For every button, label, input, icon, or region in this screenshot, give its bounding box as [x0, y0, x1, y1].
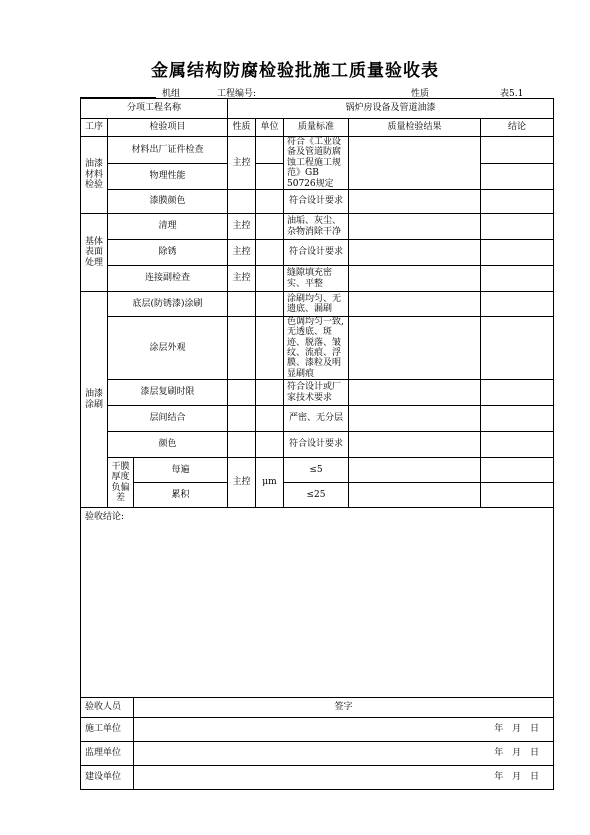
standard-cell: 符合设计要求	[284, 432, 349, 458]
unit-cell	[256, 266, 284, 292]
table-row	[81, 240, 554, 266]
item-cell: 层间结合	[108, 406, 228, 432]
table-row	[81, 380, 554, 406]
item-cell: 漆膜颜色	[108, 190, 228, 214]
subgroup-film-thickness: 干膜厚度负偏差	[108, 458, 134, 508]
result-cell[interactable]	[349, 292, 481, 317]
nature-cell: 主控	[228, 240, 256, 266]
owner-unit-label: 建设单位	[81, 766, 134, 790]
result-cell[interactable]	[349, 214, 481, 240]
col-header-conclusion: 结论	[481, 119, 554, 137]
construction-unit-date[interactable]: 年 月 日	[134, 718, 554, 742]
result-cell[interactable]	[349, 240, 481, 266]
unit-cell	[256, 164, 284, 190]
subproject-row	[81, 99, 554, 119]
standard-cell: ≤25	[284, 483, 349, 508]
conclusion-cell[interactable]	[481, 164, 554, 190]
signature-row	[81, 766, 554, 790]
table-number: 表5.1	[500, 89, 524, 99]
result-cell[interactable]	[349, 458, 481, 483]
subproject-value: 锅炉房设备及管道油漆	[228, 99, 554, 119]
signature-row	[81, 742, 554, 766]
item-cell: 物理性能	[108, 164, 228, 190]
conclusion-cell[interactable]	[481, 317, 554, 380]
result-cell[interactable]	[349, 406, 481, 432]
supervision-unit-date[interactable]: 年 月 日	[134, 742, 554, 766]
group-material-inspection: 油漆材料检验	[81, 137, 108, 214]
unit-label: 机组	[162, 89, 181, 99]
unit-cell: μm	[256, 458, 284, 508]
item-cell: 除锈	[108, 240, 228, 266]
conclusion-cell[interactable]	[481, 406, 554, 432]
result-cell[interactable]	[349, 266, 481, 292]
item-cell: 材料出厂证件检查	[108, 137, 228, 164]
result-cell[interactable]	[349, 483, 481, 508]
table-row	[81, 458, 554, 483]
group-paint-coating: 油漆涂刷	[81, 292, 108, 508]
unit-cell	[256, 317, 284, 380]
conclusion-cell[interactable]	[481, 137, 554, 164]
standard-cell: 严密、无分层	[284, 406, 349, 432]
signature-header-row	[81, 698, 554, 718]
nature-cell: 主控	[228, 137, 256, 190]
subproject-label: 分项工程名称	[81, 99, 228, 119]
conclusion-cell[interactable]	[481, 240, 554, 266]
group-surface-treatment: 基体表面处理	[81, 214, 108, 292]
table-row	[81, 137, 554, 164]
signature-row	[81, 718, 554, 742]
standard-cell: 符合设计要求	[284, 190, 349, 214]
nature-cell: 主控	[228, 214, 256, 240]
unit-cell	[256, 214, 284, 240]
nature-cell: 主控	[228, 266, 256, 292]
unit-cell	[256, 406, 284, 432]
standard-cell: 符合设计或厂家技术要求	[284, 380, 349, 406]
standard-cell: 涂刷均匀、无遗底、漏刷	[284, 292, 349, 317]
project-no-label: 工程编号:	[217, 89, 257, 99]
standard-cell: 符合《工业设备及管道防腐蚀工程施工规范》GB 50726规定	[284, 137, 349, 190]
item-cell: 底层(防锈漆)涂刷	[108, 292, 228, 317]
standard-cell: 符合设计要求	[284, 240, 349, 266]
standard-cell: 色调均匀一致,无透底、斑迹、脱落、皱纹、流痕、浮膜、漆粒及明显刷痕	[284, 317, 349, 380]
form-title: 金属结构防腐检验批施工质量验收表	[151, 61, 439, 81]
nature-cell	[228, 380, 256, 406]
unit-cell	[256, 190, 284, 214]
nature-cell	[228, 406, 256, 432]
standard-cell: 油垢、灰尘、杂物消除干净	[284, 214, 349, 240]
conclusion-cell[interactable]	[481, 214, 554, 240]
col-header-nature: 性质	[228, 119, 256, 137]
item-cell: 清理	[108, 214, 228, 240]
table-row	[81, 432, 554, 458]
table-row	[81, 483, 554, 508]
conclusion-cell[interactable]	[481, 266, 554, 292]
result-cell[interactable]	[349, 317, 481, 380]
item-cell: 颜色	[108, 432, 228, 458]
inspection-table	[80, 98, 554, 790]
supervision-unit-label: 监理单位	[81, 742, 134, 766]
item-cell: 累积	[134, 483, 228, 508]
result-cell[interactable]	[349, 432, 481, 458]
col-header-process: 工序	[81, 119, 108, 137]
table-row	[81, 292, 554, 317]
item-cell: 漆层复刷时限	[108, 380, 228, 406]
col-header-standard: 质量标准	[284, 119, 349, 137]
col-header-unit: 单位	[256, 119, 284, 137]
conclusion-cell[interactable]	[481, 380, 554, 406]
standard-cell: 缝隙填充密实、平整	[284, 266, 349, 292]
item-cell: 涂层外观	[108, 317, 228, 380]
conclusion-cell[interactable]	[481, 458, 554, 483]
item-cell: 连接副检查	[108, 266, 228, 292]
table-row	[81, 190, 554, 214]
personnel-label: 验收人员	[81, 698, 134, 718]
result-cell[interactable]	[349, 190, 481, 214]
col-header-result: 质量检验结果	[349, 119, 481, 137]
conclusion-cell[interactable]	[481, 190, 554, 214]
standard-cell: ≤5	[284, 458, 349, 483]
conclusion-cell[interactable]	[481, 483, 554, 508]
col-header-item: 检验项目	[108, 119, 228, 137]
owner-unit-date[interactable]: 年 月 日	[134, 766, 554, 790]
signature-label: 签字	[134, 698, 554, 718]
conclusion-row	[81, 508, 554, 698]
result-cell[interactable]	[349, 137, 481, 190]
table-row	[81, 406, 554, 432]
conclusion-label: 验收结论:	[85, 512, 125, 523]
unit-cell	[256, 292, 284, 317]
item-cell: 每遍	[134, 458, 228, 483]
unit-cell	[256, 432, 284, 458]
column-header-row	[81, 119, 554, 137]
result-cell[interactable]	[349, 380, 481, 406]
conclusion-cell[interactable]	[481, 432, 554, 458]
nature-cell	[228, 292, 256, 317]
nature-cell	[228, 317, 256, 380]
construction-unit-label: 施工单位	[81, 718, 134, 742]
unit-cell	[256, 137, 284, 164]
table-row	[81, 266, 554, 292]
nature-label: 性质	[411, 89, 430, 99]
nature-cell	[228, 190, 256, 214]
conclusion-cell[interactable]	[481, 292, 554, 317]
unit-cell	[256, 240, 284, 266]
table-row	[81, 317, 554, 380]
nature-cell: 主控	[228, 458, 256, 508]
conclusion-area[interactable]	[81, 508, 554, 698]
unit-cell	[256, 380, 284, 406]
table-row	[81, 214, 554, 240]
nature-cell	[228, 432, 256, 458]
